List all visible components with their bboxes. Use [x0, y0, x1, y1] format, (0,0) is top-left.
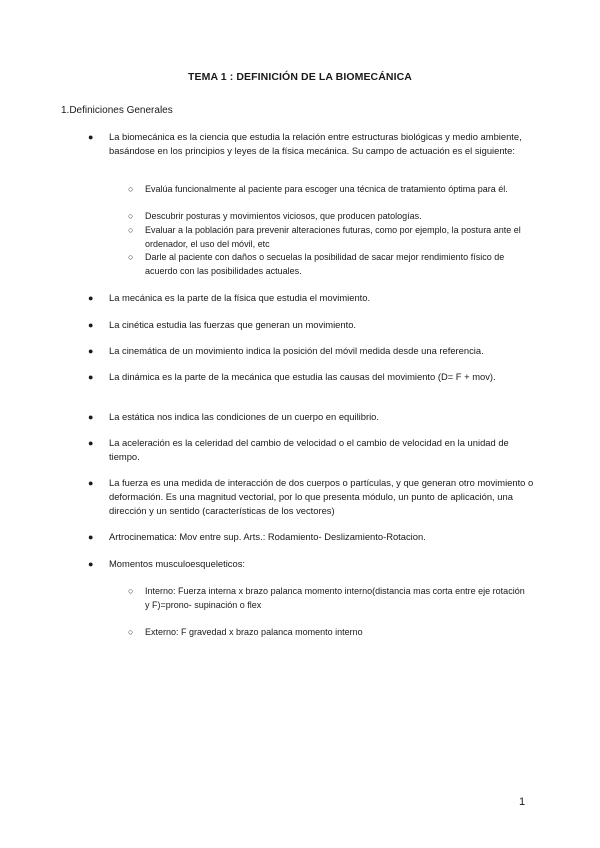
bullet-marker: ● — [88, 412, 94, 422]
list-item-mecanica: La mecánica es la parte de la física que estudia el movimiento. — [109, 292, 371, 303]
sub-list-item-descubrir: Descubrir posturas y movimientos viciosos, que producen patologías. — [145, 211, 422, 221]
list-item-artrocinematica: Artrocinematica: Mov entre sup. Arts.: Rodamiento- Deslizamiento-Rotacion. — [109, 531, 426, 542]
bullet-marker: ● — [88, 559, 94, 569]
bullet-marker: ● — [88, 532, 94, 542]
list-item-estatica: La estática nos indica las condiciones de un cuerpo en equilibrio. — [109, 411, 379, 422]
sub-list-item-interno: Interno: Fuerza interna x brazo palanca momento interno(distancia mas corta entre eje rotación y F)=prono- supinación o flex — [145, 586, 525, 610]
sub-bullet-marker: ○ — [128, 627, 134, 637]
list-item-dinamica: La dinámica es la parte de la mecánica que estudia las causas del movimiento (D= F + mov). — [109, 371, 496, 382]
list-item-cinematica: La cinemática de un movimiento indica la posición del móvil medida desde una referencia. — [109, 345, 484, 356]
list-item-biomecanica: La biomecánica es la ciencia que estudia la relación entre estructuras biológicas y medio ambiente, basándose en los principios y leyes de la física mecánica. Su campo de actuación es el siguiente: — [109, 131, 522, 156]
sub-list-item-evalua: Evalúa funcionalmente al paciente para escoger una técnica de tratamiento óptima para él. — [145, 184, 508, 194]
list-item-aceleracion: La aceleración es la celeridad del cambio de velocidad o el cambio de velocidad en la unidad de tiempo. — [109, 437, 509, 462]
bullet-marker: ● — [88, 320, 94, 330]
sub-bullet-marker: ○ — [128, 184, 134, 194]
sub-list-item-externo: Externo: F gravedad x brazo palanca momento interno — [145, 627, 363, 637]
sub-list-item-darle: Darle al paciente con daños o secuelas la posibilidad de sacar mejor rendimiento físico de acuerdo con las posibilidades actuales. — [145, 252, 505, 276]
sub-bullet-marker: ○ — [128, 225, 134, 235]
list-item-fuerza: La fuerza es una medida de interacción de dos cuerpos o partículas, y que generan otro movimiento o deformación. Es una magnitud vectorial, por lo que presenta módulo, un punto de aplicación, una dirección y un sentido (características de los vectores) — [109, 477, 534, 516]
bullet-marker: ● — [88, 438, 94, 448]
document-title: TEMA 1 : DEFINICIÓN DE LA BIOMECÁNICA — [187, 71, 412, 83]
bullet-marker: ● — [88, 346, 94, 356]
sub-list-item-evaluar: Evaluar a la población para prevenir alteraciones futuras, como por ejemplo, la postura ante el ordenador, el uso del móvil, etc — [145, 225, 521, 249]
bullet-marker: ● — [88, 372, 94, 382]
list-item-cinetica: La cinética estudia las fuerzas que generan un movimiento. — [109, 319, 357, 330]
sub-bullet-marker: ○ — [128, 586, 134, 596]
bullet-marker: ● — [88, 132, 94, 142]
sub-bullet-marker: ○ — [128, 252, 134, 262]
list-item-momentos: Momentos musculoesqueleticos: — [109, 558, 246, 569]
bullet-marker: ● — [88, 293, 94, 303]
section-heading: 1.Definiciones Generales — [61, 105, 173, 116]
bullet-marker: ● — [88, 478, 94, 488]
sub-bullet-marker: ○ — [128, 211, 134, 221]
page-number: 1 — [519, 796, 526, 808]
